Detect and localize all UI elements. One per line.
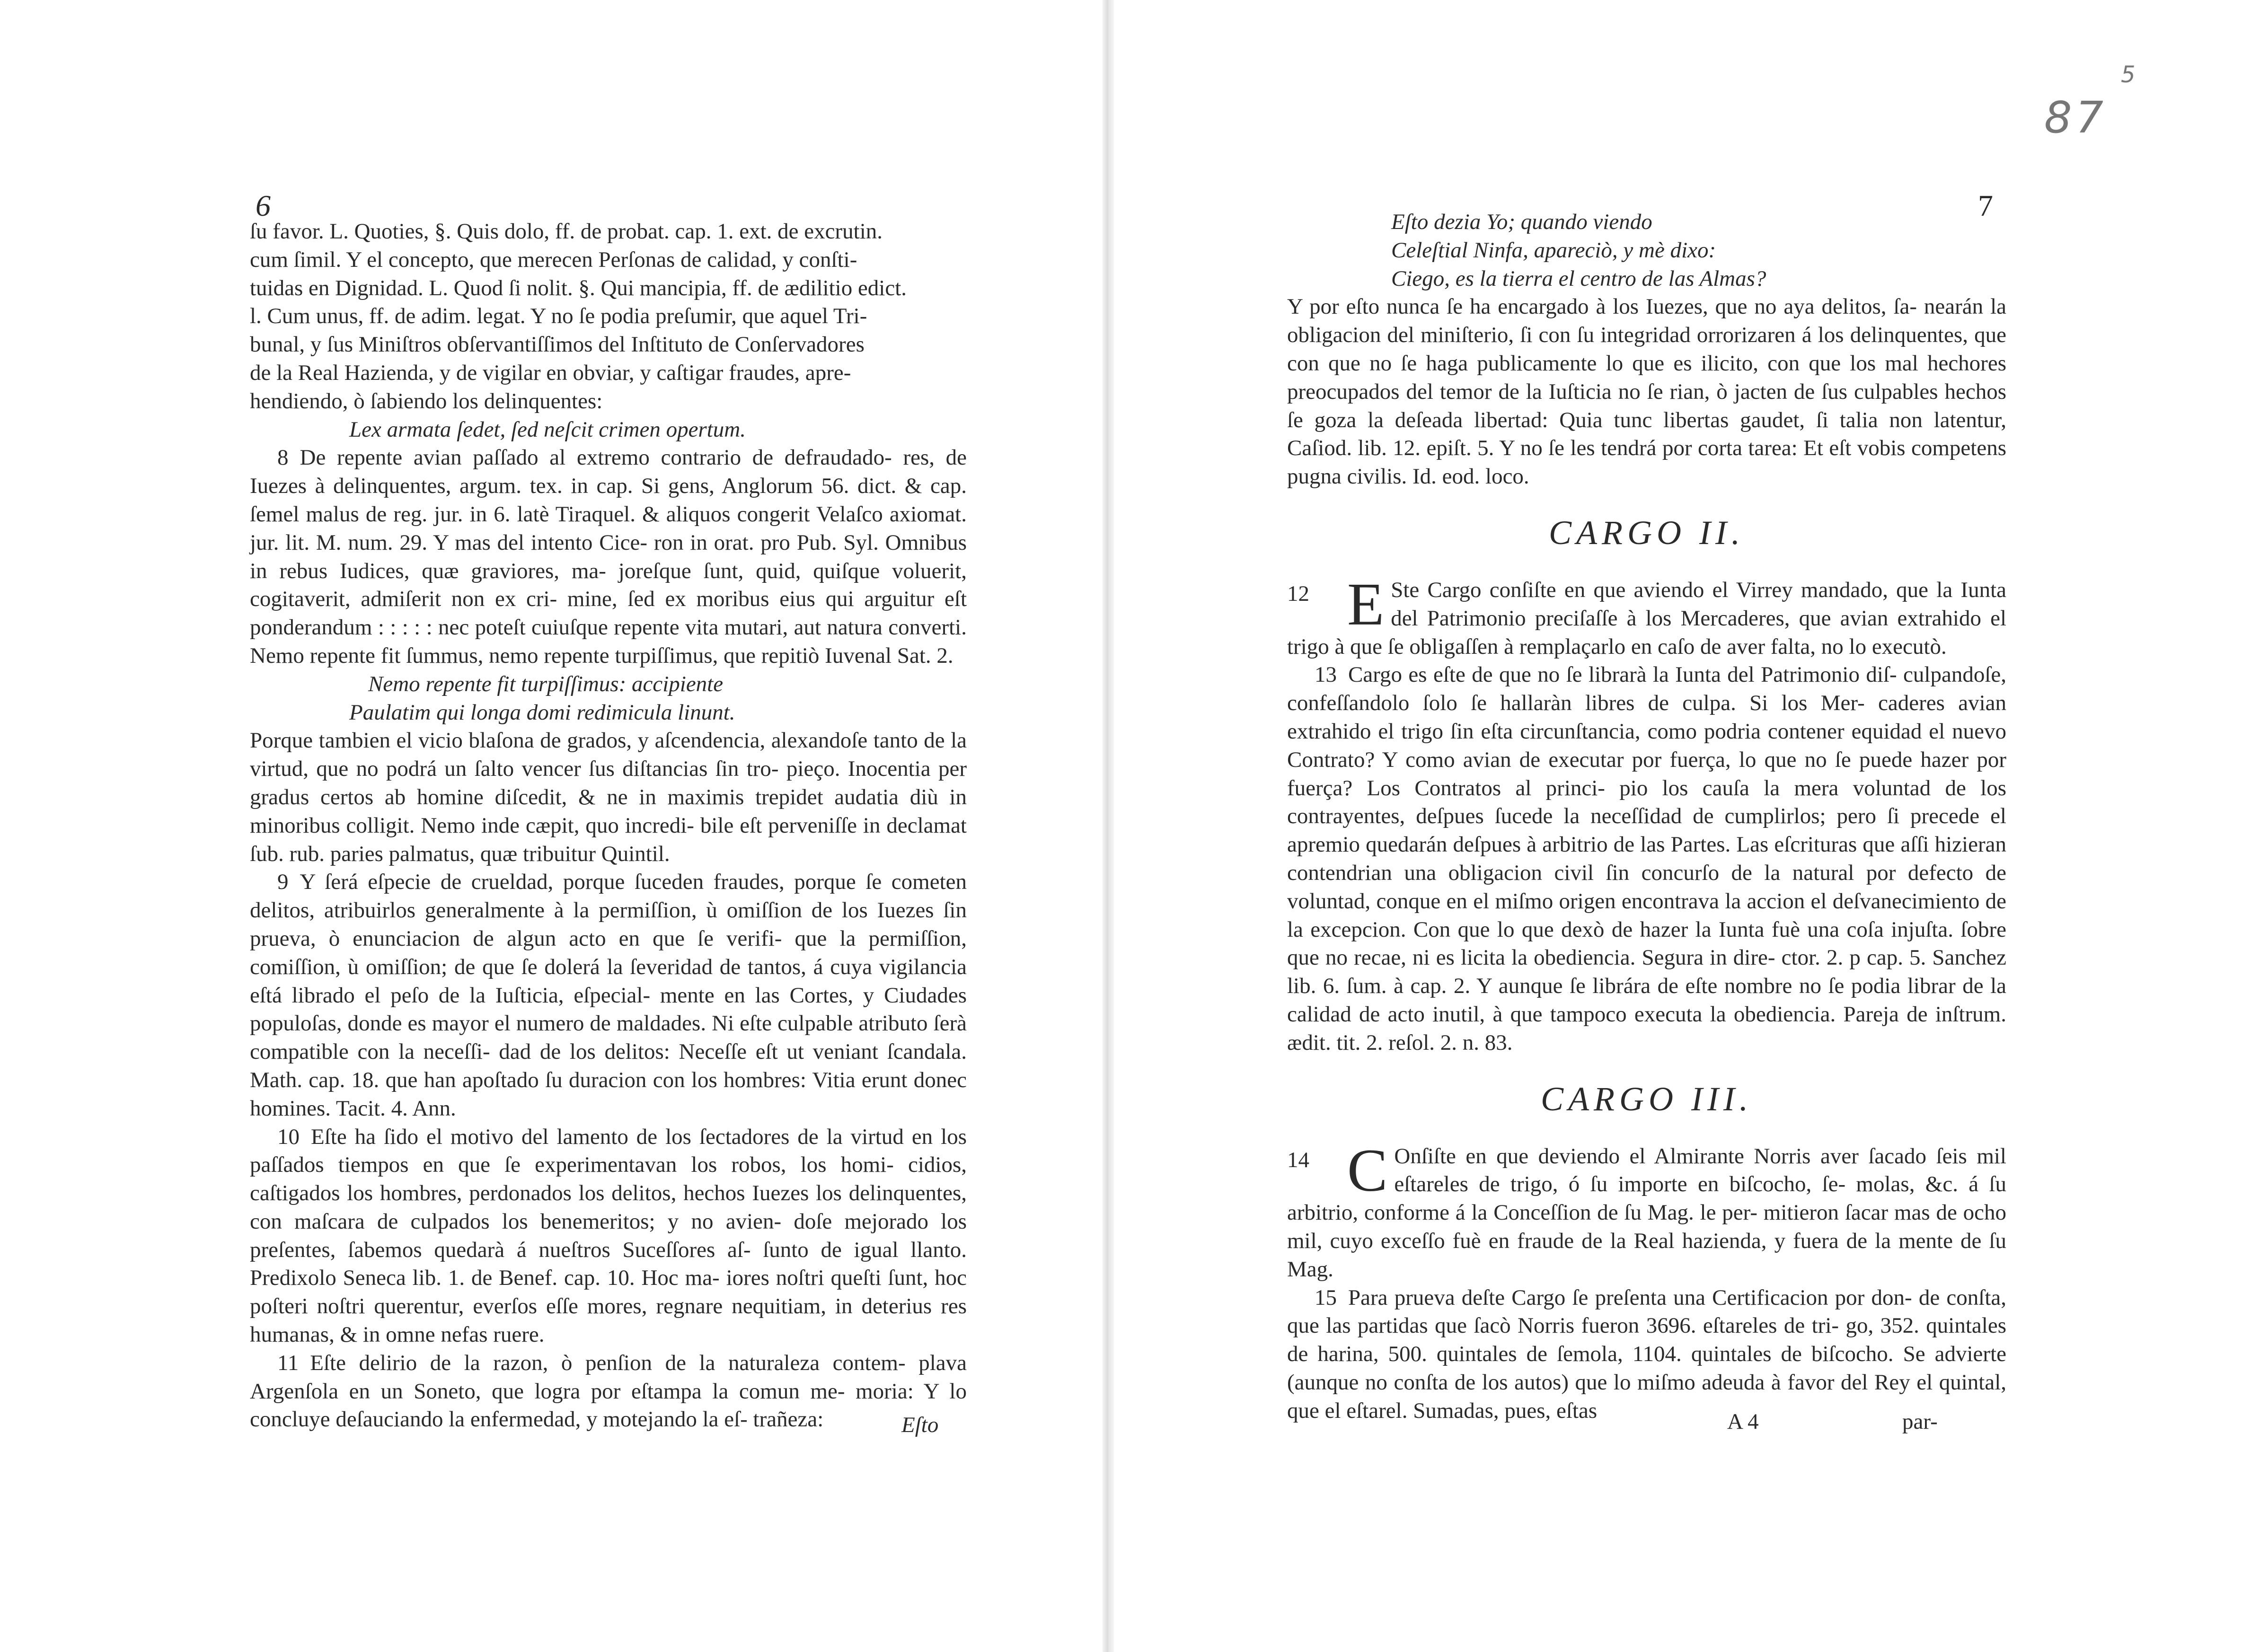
paragraph-11 — [250, 1349, 967, 1434]
paragraph-14 — [1287, 1136, 2006, 1284]
paragraph-10 — [250, 1123, 967, 1349]
paragraph-8 — [250, 444, 967, 670]
text-line: l. Cum unus, ff. de adim. legat. Y no ſe podia preſumir, que aquel Tri- — [250, 304, 867, 329]
paragraph-number: 10 — [277, 1124, 300, 1149]
drop-cap: E — [1347, 570, 1385, 638]
handwritten-mark: 5 — [2121, 62, 2136, 88]
text-line: ſu favor. L. Quoties, §. Quis dolo, ff. de probat. cap. 1. ext. de excrutin. — [250, 219, 883, 244]
text-line: bunal, y ſus Miniſtros obſervantiſſimos del Inſtituto de Conſervadores — [250, 332, 865, 357]
paragraph-13 — [1287, 661, 2006, 1057]
section-heading-cargo-iii: CARGO III. — [1541, 1080, 1753, 1118]
paragraph-number: 12 — [1287, 581, 1309, 606]
drop-cap: C — [1347, 1136, 1388, 1204]
paragraph-number: 8 — [277, 445, 289, 470]
verse-line: Celeſtial Ninfa, apareciò, y mè dixo: — [1391, 237, 1716, 263]
paragraph-number: 11 — [277, 1350, 299, 1375]
book-gutter — [1103, 0, 1114, 1652]
paragraph-text: Y por eſto nunca ſe ha encargado à los Iuezes, que no aya delitos, ſa- nearán la obligacion del miniſterio, ſi con ſu integridad orrorizaren á los delinquentes, que con que no ſe haga publicamente lo que es ilicito, con que los mal hechores preocupados del temor de la Iuſticia no ſe rian, ò jacten de ſus culpables hechos ſe goza la deſeada libertad: Quia tunc libertas gaudet, ſi talia non latentur, Caſiod. lib. 12. epiſt. 5. Y no ſe les tendrá por corta tarea: Et eſt vobis competens pugna civilis. Id. eod. loco. — [1287, 294, 2006, 489]
right-page-number: 7 — [1978, 189, 1993, 222]
paragraph-8-continued: Porque tambien el vicio blaſona de grados, y aſcendencia, alexandoſe tanto de la virtud, que no podrá un ſalto vencer ſus diſtancias ſin tro- pieço. Inocentia per gradus certos ab homine diſcedit, & ne in maximis trepidet audatia diù in minoribus colligit. Nemo inde cæpit, quo incredi- bile eſt perveniſſe in declamat ſub. rub. paries palmatus, quæ tribuitur Quintil. — [250, 728, 967, 866]
section-heading-cargo-ii: CARGO II. — [1549, 513, 1745, 552]
paragraph-text: Para prueva deſte Cargo ſe preſenta una Certificacion por don- de conſta, que las partidas que ſacò Norris fueron 3696. eſtareles de tri- go, 352. quintales de harina, 500. quintales de ſemola, 1104. quintales de biſcocho. Se advierte (aunque no conſta de los autos) que lo miſmo adeuda à favor del Rey el quintal, que el eſtarel. Sumadas, pues, eſtas — [1287, 1285, 2006, 1423]
paragraph-text: Ste Cargo conſiſte en que aviendo el Virrey mandado, que la Iunta del Patrimonio preciſaſſe à los Mercaderes, que avian extrahido el trigo à que ſe obligaſſen à remplaçarlo en caſo de aver falta, no lo executò. — [1287, 577, 2006, 659]
verse-line: Paulatim qui longa domi redimicula linunt. — [349, 700, 735, 725]
paragraph-12 — [1287, 570, 2006, 661]
paragraph-number: 15 — [1315, 1285, 1337, 1310]
paragraph-number: 13 — [1315, 662, 1337, 687]
left-page-number: 6 — [256, 189, 271, 222]
paragraph-text: Cargo es eſte de que no ſe librarà la Iunta del Patrimonio diſ- culpandoſe, confeſſandolo ſolo ſe hallaràn libres de culpa. Si los Mer- caderes avian extrahido el trigo ſin eſta circunſtancia, como podria contener equidad el nuevo Contrato? Y como avian de executar por fuerça, lo que no ſe puede hazer por fuerça? Los Contratos al princi- pio los cauſa la mera voluntad de los contrayentes, deſpues ſucede la neceſſidad de cumplirlos; pero ſi precede el apremio quedarán deſpues à arbitrio de las Partes. Las eſcrituras que aſſi hizieran contendrian una obligacion civil ſin concurſo de la natural por defecto de voluntad, conque en el miſmo origen encontrava la accion el deſvanecimiento de la excepcion. Con que lo que dexò de hazer la Iunta fuè una coſa injuſta. ſobre que no recae, ni es licita la obediencia. Segura in dire- ctor. 2. p cap. 5. Sanchez lib. 6. ſum. à cap. 2. Y aunque ſe librára de eſte nombre no ſe podia librar de la calidad de acto inutil, à que tampoco executa la obediencia. Pareja de inſtrum. ædit. tit. 2. reſol. 2. n. 83. — [1287, 662, 2006, 1055]
paragraph-text: Onſiſte en que deviendo el Almirante Norris aver ſacado ſeis mil eſtareles de trigo, ó ſu importe en biſcocho, ſe- molas, &c. á ſu arbitrio, conforme á la Conceſſion de ſu Mag. le per- mitieron ſacar mas de ocho mil, cuyo exceſſo fuè en fraude de la Real hazienda, y fuera de la mente de ſu Mag. — [1287, 1143, 2006, 1282]
paragraph-9 — [250, 868, 967, 1123]
paragraph-number: 9 — [277, 870, 289, 895]
right-page-text — [1287, 208, 2006, 1425]
left-page-text — [250, 218, 967, 1434]
text-line: cum ſimil. Y el concepto, que merecen Perſonas de calidad, y conſti- — [250, 247, 857, 272]
verse-line: Lex armata ſedet, ſed neſcit crimen opertum. — [349, 417, 746, 442]
right-catchword: par- — [1902, 1409, 1938, 1434]
paragraph-text: Eſte ha ſido el motivo del lamento de los ſectadores de la virtud en los paſſados tiempos en que ſe experimentavan los robos, los homi- cidios, caſtigados los hombres, perdonados los delitos, hechos Iuezes los delinquentes, con maſcara de culpados los benemeritos; y no avien- doſe mejorado los preſentes, ſabemos quedarà á nueſtros Suceſſores aſ- ſunto de igual llanto. Predixolo Seneca lib. 1. de Benef. cap. 10. Hoc ma- iores noſtri queſti ſunt, hoc poſteri noſtri querentur, everſos eſſe mores, regnare nequitiam, in deterius res humanas, & in omne nefas ruere. — [250, 1124, 967, 1347]
handwritten-folio-number: 87 — [2044, 92, 2108, 143]
text-line: de la Real Hazienda, y de vigilar en obviar, y caſtigar fraudes, apre- — [250, 360, 851, 385]
verse-line: Eſto dezia Yo; quando viendo — [1391, 210, 1652, 234]
paragraph-number: 14 — [1287, 1147, 1309, 1172]
paragraph-text: De repente avian paſſado al extremo contrario de defraudado- res, de Iuezes à delinquentes, argum. tex. in cap. Si gens, Anglorum 56. dict. & cap. ſemel malus de reg. jur. in 6. latè Tiraquel. & aliquos congerit Velaſco axiomat. jur. lit. M. num. 29. Y mas del intento Cice- ron in orat. pro Pub. Syl. Omnibus in rebus Iudices, quæ graviores, ma- joreſque ſunt, quid, quiſque voluerit, cogitaverit, admiſerit non ex cri- mine, ſed ex moribus eius qui arguitur eſt ponderandum : : : : : nec poteſt cuiuſque repente vita mutari, aut natura converti. Nemo repente fit ſummus, nemo repente turpiſſimus, que repitiò Iuvenal Sat. 2. — [250, 445, 967, 668]
left-page — [0, 0, 1103, 1652]
text-line: tuidas en Dignidad. L. Quod ſi nolit. §. Qui mancipia, ff. de ædilitio edict. — [250, 275, 907, 300]
paragraph-text: Eſte delirio de la razon, ò penſion de la naturaleza contem- plava Argenſola en un Soneto, que logra por eſtampa la comun me- moria: Y lo concluye deſauciando la enfermedad, y motejando la eſ- trañeza: — [250, 1350, 967, 1432]
verse-line: Nemo repente fit turpiſſimus: accipiente — [368, 671, 724, 696]
paragraph-text: Y ſerá eſpecie de crueldad, porque ſuceden fraudes, porque ſe cometen delitos, atribuirlos generalmente à la permiſſion, ù omiſſion de los Iuezes ſin prueva, ò enunciacion de algun acto en que ſe verifi- que la permiſſion, comiſſion, ù omiſſion; de que ſe dolerá la ſeveridad de tantos, á cuya vigilancia eſtá librado el peſo de la Iuſticia, eſpecial- mente en las Cortes, y Ciudades populoſas, donde es mayor el numero de maldades. Ni eſte culpable atributo ſerà compatible con la neceſſi- dad de los delitos: Neceſſe eſt ut veniant ſcandala. Math. cap. 18. que han apoſtado ſu duracion con los hombres: Vitia erunt donec homines. Tacit. 4. Ann. — [250, 870, 967, 1121]
verse-line: Ciego, es la tierra el centro de las Almas? — [1391, 266, 1766, 291]
signature-mark: A 4 — [1727, 1409, 1759, 1434]
left-catchword: Eſto — [901, 1413, 939, 1437]
paragraph-15 — [1287, 1284, 2006, 1425]
text-line: hendiendo, ò ſabiendo los delinquentes: — [250, 388, 603, 413]
